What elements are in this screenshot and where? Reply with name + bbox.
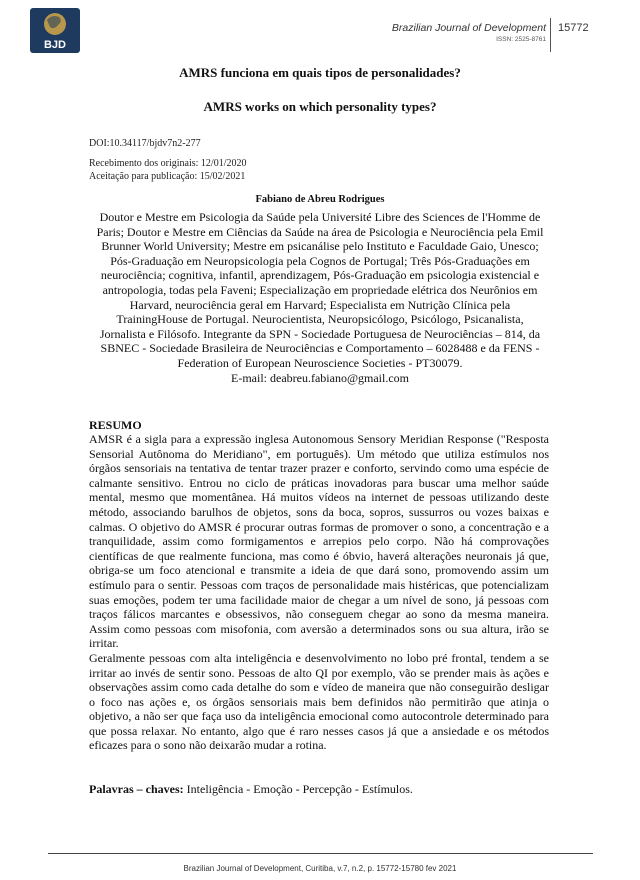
issn: ISSN: 2525-8761 [496,36,546,43]
page-number: 15772 [558,22,589,34]
author-affiliation [94,210,546,385]
title-portuguese: AMRS funciona em quais tipos de personalidades? [179,65,461,80]
logo-text: BJD [43,39,67,51]
journal-title: Brazilian Journal of Development [391,22,546,34]
abstract-heading: RESUMO [89,418,142,432]
keywords-list: Inteligência - Emoção - Percepção - Estímulos. [186,782,413,796]
accepted-date: Aceitação para publicação: 15/02/2021 [89,171,246,182]
abstract-paragraph-2: Geralmente pessoas com alta inteligência e desenvolvimento no lobo pré frontal, tendem a se irritar ao invés de sentir sono. Pessoas de alto QI por exemplo, vão se prender mais às ações e observações assim como cada detalhe do som e vídeo de maneira que não conseguirão desligar o foco nas ações e, os órgãos sensoriais mais bem definidos não permitirão que atinja o objetivo, a não ser que faça uso da inteligência emocional como autocontrole determinado para que possa relaxar. No entanto, algo que é raro nesses casos já que a ansiedade e os métodos eficazes para o sono não deixarão mudar a rotina. [89,650,549,753]
author-name: Fabiano de Abreu Rodrigues [255,194,385,205]
footer-citation: Brazilian Journal of Development, Curitiba, v.7, n.2, p. 15772-15780 fev 2021 [183,864,457,873]
title-english: AMRS works on which personality types? [203,99,437,114]
journal-header [392,22,546,43]
abstract-body [89,432,549,753]
header-divider [550,18,551,52]
footer-rule [48,853,593,854]
keywords [89,782,413,797]
author-email: E-mail: deabreu.fabiano@gmail.com [231,370,409,385]
journal-logo [30,8,80,53]
received-date: Recebimento dos originais: 12/01/2020 [89,158,247,169]
doi: DOI:10.34117/bjdv7n2-277 [89,138,201,149]
affiliation-text: Doutor e Mestre em Psicologia da Saúde pela Université Libre des Sciences de l'Homme de Paris; Doutor e Mestre em Ciências da Saúde na área de Psicologia e Neurociência pela Emil Brunner World University; Mestre em psicanálise pelo Instituto e Faculdade Gaio, Unesco; Pós-Graduação em Neuropsicologia pela Cognos de Portugal; Três Pós-Graduações em neurociência; cognitiva, infantil, aprendizagem, Pós-Graduação em psicologia existencial e antropologia, todas pela Faveni; Especialização em propriedade elétrica dos Neurônios em Harvard, neurociência geral em Harvard; Especialista em Nutrição Clínica pela TrainingHouse de Portugal. Neurocientista, Neuropsicólogo, Psicólogo, Psicanalista, Jornalista e Filósofo. Integrante da SPN - Sociedade Portuguesa de Neurociências – 814, da SBNEC - Sociedade Brasileira de Neurociências e Comportamento – 6028488 e da FENS - Federation of European Neuroscience Societies - PT30079. [96,210,544,370]
keywords-label: Palavras – chaves: [89,782,184,796]
abstract-paragraph-1: AMSR é a sigla para a expressão inglesa Autonomous Sensory Meridian Response ("Resposta Sensorial Autônoma do Meridiano", em português). Um método que utiliza estímulos nos órgãos sensoriais na tentativa de tentar trazer prazer e conforto, servindo como uma espécie de calmante sensitivo. Entrou no ciclo de práticas inovadoras para buscar uma melhor saúde mental, mesmo que momentânea. Há muitos vídeos na internet de pessoas utilizando deste método, associando barulhos de objetos, sons da boca, sopros, sussurros ou vozes baixas e calmas. O objetivo do AMSR é procurar outras formas de promover o sono, a concentração e a tranquilidade, assim como formigamentos e arrepios pelo corpo. Não há comprovações científicas de que realmente funciona, mas como é óbvio, haverá alterações neuronais já que, obriga-se um foco atencional e transmite a ideia de que dará sono, promovendo assim um estímulo para o sentir. Pessoas com traços de personalidade mais histéricas, que potencializam suas emoções, podem ter uma facilidade maior de chegar a um nível de sono, já pessoas com traços fálicos marcantes e obsessivos, não conseguem chegar ao sono da mesma maneira. Assim como pessoas com misofonia, com aversão a determinados sons ou sua altura, irão se irritar. [89,432,549,651]
